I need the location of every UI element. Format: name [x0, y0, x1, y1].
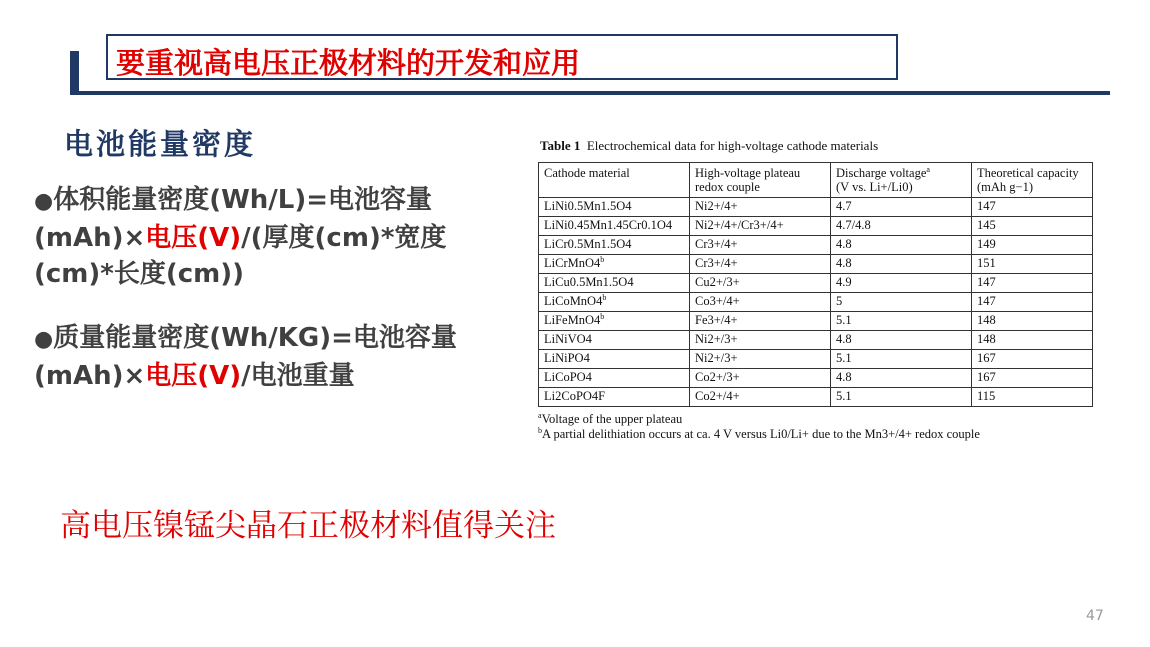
title-accent-bar	[70, 51, 79, 93]
cell-couple-text: Co2+/4+	[695, 389, 740, 403]
cell-voltage	[831, 350, 972, 369]
page-number: 47	[1086, 608, 1104, 624]
table-row	[539, 255, 1093, 274]
cell-voltage-text: 4.8	[836, 370, 852, 384]
header-capacity-unit: (mAh g−1)	[977, 180, 1033, 194]
cell-couple	[690, 312, 831, 331]
cell-voltage	[831, 331, 972, 350]
cell-voltage	[831, 388, 972, 407]
cell-material	[539, 236, 690, 255]
cell-material-text: LiNiVO4	[544, 332, 592, 346]
cell-capacity-text: 151	[977, 256, 996, 270]
header-voltage-note: a	[926, 164, 930, 174]
cell-couple-text: Co2+/3+	[695, 370, 740, 384]
header-material: Cathode material	[539, 163, 690, 198]
cell-material-note: b	[600, 254, 605, 264]
cell-capacity-text: 149	[977, 237, 996, 251]
cell-material	[539, 217, 690, 236]
title-underline	[70, 91, 1110, 95]
bullet-dot-icon: ●	[34, 327, 54, 352]
cell-couple-text: Ni2+/4+/Cr3+/4+	[695, 218, 784, 232]
cell-voltage-text: 5.1	[836, 351, 852, 365]
cell-capacity-text: 145	[977, 218, 996, 232]
bullet-dot-icon: ●	[34, 189, 54, 214]
bullet-volumetric-density	[34, 182, 504, 292]
cell-voltage	[831, 198, 972, 217]
cell-voltage-text: 4.7/4.8	[836, 218, 871, 232]
cell-couple-text: Ni2+/4+	[695, 199, 738, 213]
cell-couple-text: Fe3+/4+	[695, 313, 738, 327]
cell-voltage	[831, 255, 972, 274]
cell-material	[539, 331, 690, 350]
footnote-b-text: A partial delithiation occurs at ca. 4 V versus Li0/Li+ due to the Mn3+/4+ redox couple	[542, 427, 980, 441]
cell-couple	[690, 369, 831, 388]
table-row	[539, 388, 1093, 407]
cell-material-text: LiNi0.45Mn1.45Cr0.1O4	[544, 218, 673, 232]
cell-capacity	[972, 274, 1093, 293]
cell-couple	[690, 236, 831, 255]
cell-couple-text: Co3+/4+	[695, 294, 740, 308]
cell-capacity	[972, 236, 1093, 255]
bullet-gravimetric-highlight: 电压(V)	[145, 361, 242, 391]
cell-capacity	[972, 217, 1093, 236]
cell-material-text: Li2CoPO4F	[544, 389, 606, 403]
cell-voltage-text: 4.8	[836, 237, 852, 251]
cell-material-note: b	[602, 292, 607, 302]
cell-couple	[690, 293, 831, 312]
cell-voltage	[831, 312, 972, 331]
table-caption-text: Electrochemical data for high-voltage cathode materials	[586, 138, 879, 153]
cell-capacity	[972, 293, 1093, 312]
bullet-gravimetric-prefix: 质量能量密度(Wh/KG)=电池容量(mAh)×	[34, 323, 457, 391]
cell-material-text: LiCr0.5Mn1.5O4	[544, 237, 632, 251]
header-voltage-unit: (V vs. Li+/Li0)	[836, 180, 913, 194]
cell-capacity-text: 148	[977, 332, 996, 346]
cell-capacity	[972, 331, 1093, 350]
cathode-data-table	[538, 162, 1093, 407]
cell-material-note: b	[600, 311, 605, 321]
footnote-a: $^a$Voltage of the upper plateau	[538, 410, 683, 426]
cell-voltage	[831, 274, 972, 293]
table-row	[539, 274, 1093, 293]
cell-capacity	[972, 198, 1093, 217]
cell-capacity	[972, 350, 1093, 369]
cell-voltage-text: 4.8	[836, 256, 852, 270]
cell-couple	[690, 331, 831, 350]
table-row	[539, 369, 1093, 388]
cell-capacity-text: 147	[977, 199, 996, 213]
cell-couple	[690, 274, 831, 293]
cell-capacity-text: 147	[977, 275, 996, 289]
cell-couple	[690, 198, 831, 217]
cell-voltage	[831, 293, 972, 312]
cell-capacity-text: 115	[977, 389, 996, 403]
cell-capacity-text: 167	[977, 370, 996, 384]
cell-capacity	[972, 255, 1093, 274]
table-row	[539, 198, 1093, 217]
table-header-row	[539, 163, 1093, 198]
cell-couple-text: Ni2+/3+	[695, 351, 738, 365]
header-capacity	[972, 163, 1093, 198]
table-row	[539, 312, 1093, 331]
bullet-gravimetric-density	[34, 320, 504, 394]
table-row	[539, 217, 1093, 236]
table-footnotes	[538, 412, 1098, 442]
cell-couple	[690, 388, 831, 407]
cell-couple	[690, 350, 831, 369]
conclusion-text: 高电压镍锰尖晶石正极材料值得关注	[60, 508, 556, 544]
header-capacity-label: Theoretical capacity	[977, 166, 1079, 180]
cell-voltage-text: 4.8	[836, 332, 852, 346]
bullet-gravimetric-suffix: /电池重量	[241, 361, 355, 391]
header-couple: High-voltage plateau redox couple	[690, 163, 831, 198]
cell-capacity-text: 167	[977, 351, 996, 365]
cell-voltage	[831, 236, 972, 255]
cell-couple	[690, 217, 831, 236]
cell-material	[539, 350, 690, 369]
cell-couple-text: Ni2+/3+	[695, 332, 738, 346]
cell-material	[539, 198, 690, 217]
bullet-volumetric-suffix: /(厚度(cm)*宽度(cm)*长度(cm))	[34, 223, 447, 289]
bullet-volumetric-prefix: 体积能量密度(Wh/L)=电池容量(mAh)×	[34, 185, 433, 253]
cell-material	[539, 369, 690, 388]
cell-material-text: LiCoMnO4	[544, 294, 603, 308]
cell-capacity-text: 148	[977, 313, 996, 327]
cell-couple-text: Cu2+/3+	[695, 275, 740, 289]
header-voltage	[831, 163, 972, 198]
cell-material-text: LiFeMnO4	[544, 313, 601, 327]
table-caption	[540, 138, 1098, 154]
cell-material	[539, 293, 690, 312]
cell-material-text: LiNiPO4	[544, 351, 590, 365]
cell-material	[539, 255, 690, 274]
cell-couple-text: Cr3+/4+	[695, 256, 738, 270]
cell-voltage-text: 4.9	[836, 275, 852, 289]
cell-material-text: LiCoPO4	[544, 370, 592, 384]
cell-couple	[690, 255, 831, 274]
cell-voltage-text: 5	[836, 294, 843, 308]
cell-material	[539, 312, 690, 331]
cell-capacity	[972, 312, 1093, 331]
cell-material	[539, 388, 690, 407]
cell-voltage	[831, 369, 972, 388]
cell-material-text: LiNi0.5Mn1.5O4	[544, 199, 632, 213]
cell-capacity	[972, 369, 1093, 388]
bullet-volumetric-highlight: 电压(V)	[145, 223, 242, 253]
table-row	[539, 331, 1093, 350]
cell-material-text: LiCu0.5Mn1.5O4	[544, 275, 634, 289]
cell-voltage-text: 4.7	[836, 199, 852, 213]
cathode-data-table-figure	[538, 138, 1098, 442]
table-row	[539, 293, 1093, 312]
table-row	[539, 350, 1093, 369]
table-row	[539, 236, 1093, 255]
cell-material-text: LiCrMnO4	[544, 256, 601, 270]
section-subheading: 电池能量密度	[64, 127, 257, 161]
cell-capacity	[972, 388, 1093, 407]
cell-voltage-text: 5.1	[836, 389, 852, 403]
footnote-b: $^b$A partial delithiation occurs at ca. 4 V versus Li0/Li+ due to the Mn3+/4+ redox couple	[538, 425, 980, 441]
slide-title: 要重视高电压正极材料的开发和应用	[116, 46, 581, 80]
cell-voltage-text: 5.1	[836, 313, 852, 327]
header-voltage-label: Discharge voltage	[836, 166, 927, 180]
table-label: Table 1	[540, 138, 581, 153]
cell-material	[539, 274, 690, 293]
footnote-a-text: Voltage of the upper plateau	[541, 412, 683, 426]
cell-capacity-text: 147	[977, 294, 996, 308]
cell-voltage	[831, 217, 972, 236]
cell-couple-text: Cr3+/4+	[695, 237, 738, 251]
title-box	[106, 34, 898, 80]
